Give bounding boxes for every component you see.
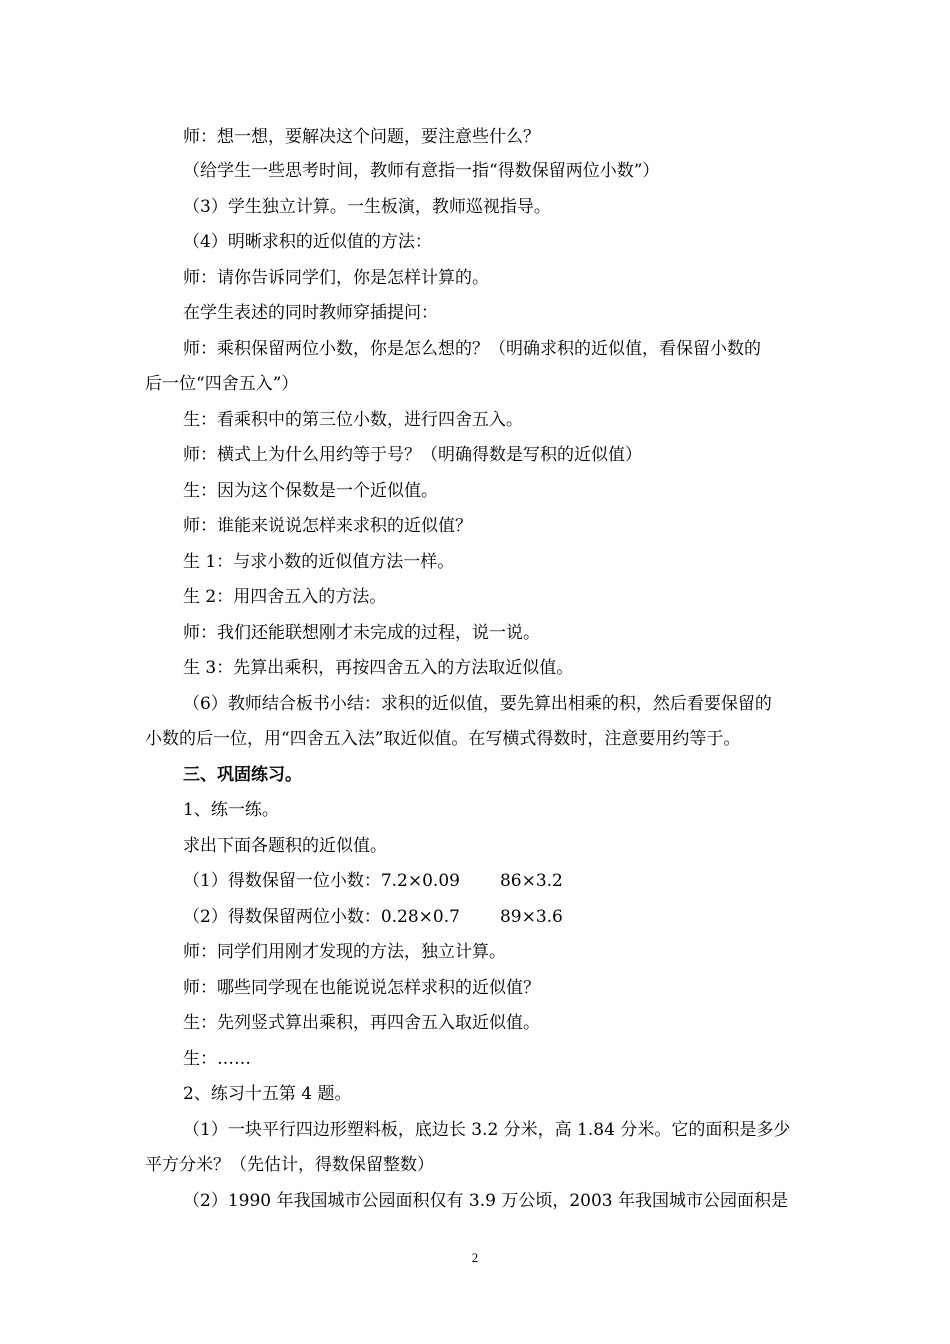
paragraph: （给学生一些思考时间，教师有意指一指“得数保留两位小数”） — [183, 161, 660, 181]
paragraph: 师：谁能来说说怎样来求积的近似值？ — [183, 516, 472, 536]
paragraph: （6）教师结合板书小结：求积的近似值，要先算出相乘的积，然后看要保留的 — [183, 694, 772, 714]
page-number: 2 — [471, 1250, 479, 1265]
paragraph: 生：…… — [183, 1049, 251, 1069]
exercise-text: （1）得数保留一位小数：7.2×0.09 — [183, 871, 460, 891]
paragraph: 师：乘积保留两位小数，你是怎么想的？（明确求积的近似值，看保留小数的 — [183, 339, 761, 359]
paragraph: 师：同学们用刚才发现的方法，独立计算。 — [183, 942, 506, 962]
paragraph: 1、练一练。 — [183, 800, 279, 820]
paragraph: 师：我们还能联想刚才未完成的过程，说一说。 — [183, 623, 540, 643]
paragraph: 2、练习十五第 4 题。 — [183, 1084, 352, 1104]
paragraph: 生 3：先算出乘积，再按四舍五入的方法取近似值。 — [183, 658, 574, 678]
paragraph-continuation: 后一位“四舍五入”） — [145, 374, 299, 394]
exercise-expression: 89×3.6 — [499, 907, 563, 927]
paragraph: （3）学生独立计算。一生板演，教师巡视指导。 — [183, 197, 551, 217]
paragraph: 师：横式上为什么用约等于号？（明确得数是写积的近似值） — [183, 445, 642, 465]
exercise-line — [145, 870, 848, 892]
paragraph-continuation: 平方分米？（先估计，得数保留整数） — [145, 1155, 434, 1175]
paragraph: 生：看乘积中的第三位小数，进行四舍五入。 — [183, 410, 523, 430]
paragraph: 生 1：与求小数的近似值方法一样。 — [183, 552, 455, 572]
paragraph: 师：请你告诉同学们，你是怎样计算的。 — [183, 268, 489, 288]
exercise-text: （2）得数保留两位小数：0.28×0.7 — [183, 907, 460, 927]
paragraph: 生：因为这个保数是一个近似值。 — [183, 481, 438, 501]
paragraph-continuation: 小数的后一位，用“四舍五入法”取近似值。在写横式得数时，注意要用约等于。 — [145, 729, 741, 749]
paragraph: 求出下面各题积的近似值。 — [183, 836, 387, 856]
paragraph: （4）明晰求积的近似值的方法： — [183, 232, 432, 252]
exercise-expression: 86×3.2 — [499, 871, 563, 891]
paragraph: 师：哪些同学现在也能说说怎样求积的近似值？ — [183, 978, 540, 998]
paragraph: 师：想一想，要解决这个问题，要注意些什么？ — [183, 127, 540, 147]
paragraph: 在学生表述的同时教师穿插提问： — [183, 303, 438, 323]
paragraph: 生：先列竖式算出乘积，再四舍五入取近似值。 — [183, 1013, 540, 1033]
paragraph: （1）一块平行四边形塑料板，底边长 3.2 分米，高 1.84 分米。它的面积是多少 — [183, 1120, 791, 1140]
section-heading: 三、巩固练习。 — [183, 765, 302, 785]
exercise-line — [145, 906, 848, 928]
paragraph: （2）1990 年我国城市公园面积仅有 3.9 万公顷，2003 年我国城市公园面积是 — [183, 1191, 788, 1211]
paragraph: 生 2：用四舍五入的方法。 — [183, 587, 387, 607]
